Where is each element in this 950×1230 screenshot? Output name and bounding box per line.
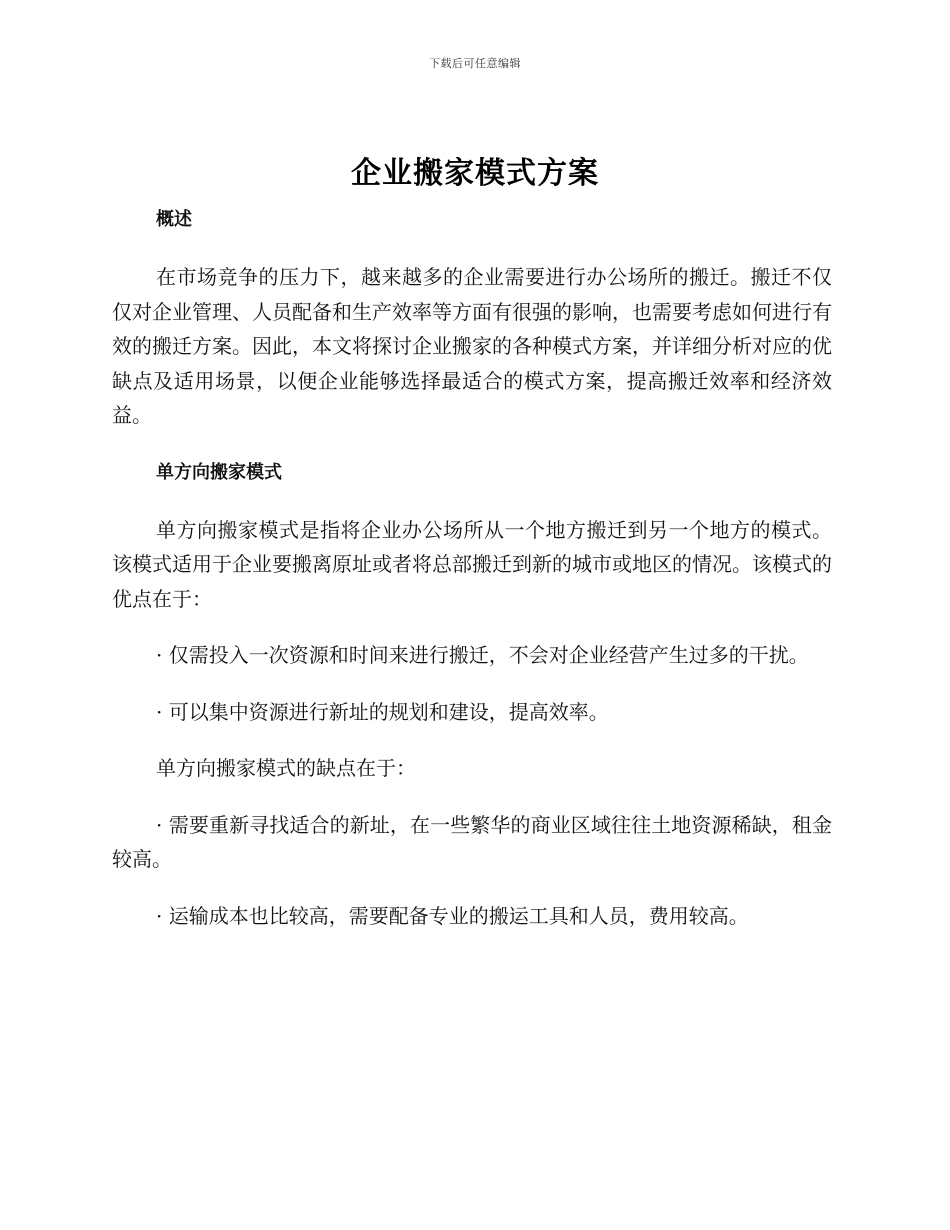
page-header-note: 下载后可任意编辑: [429, 57, 521, 70]
section-heading-one-way: 单方向搬家模式: [156, 461, 282, 483]
pro-item: · 可以集中资源进行新址的规划和建设，提高效率。: [156, 699, 609, 724]
con-item: · 需要重新寻找适合的新址，在一些繁华的商业区域往往土地资源稀缺，租金较高。: [112, 812, 832, 871]
pro-item: · 仅需投入一次资源和时间来进行搬迁，不会对企业经营产生过多的干扰。: [156, 643, 809, 667]
section-heading-overview: 概述: [156, 209, 192, 230]
one-way-paragraph: 单方向搬家模式是指将企业办公场所从一个地方搬迁到另一个地方的模式。该模式适用于企业要搬离原址或者将总部搬迁到新的城市或地区的情况。该模式的优点在于：: [112, 517, 832, 611]
document-title: 企业搬家模式方案: [351, 156, 599, 191]
document-body: [112, 200, 832, 933]
con-item: · 运输成本也比较高，需要配备专业的搬运工具和人员，费用较高。: [156, 903, 749, 928]
cons-intro: 单方向搬家模式的缺点在于：: [156, 756, 416, 780]
overview-paragraph: 在市场竞争的压力下，越来越多的企业需要进行办公场所的搬迁。搬迁不仅仅对企业管理、人员配备和生产效率等方面有很强的影响，也需要考虑如何进行有效的搬迁方案。因此，本文将探讨企业搬家的各种模式方案，并详细分析对应的优缺点及适用场景，以便企业能够选择最适合的模式方案，提高搬迁效率和经济效益。: [112, 265, 832, 427]
